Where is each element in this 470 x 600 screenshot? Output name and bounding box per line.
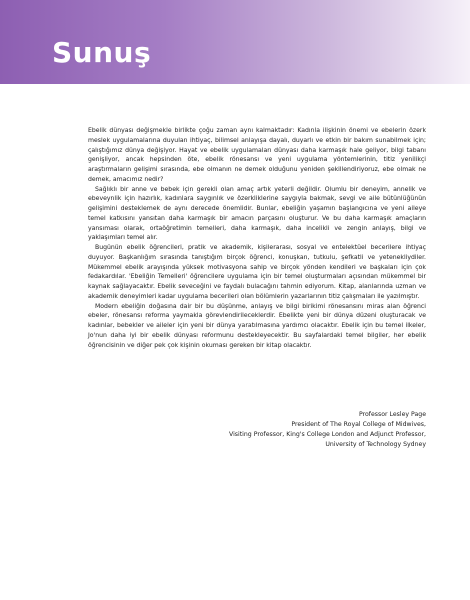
paragraph-2: Sağlıklı bir anne ve bebek için gerekli olan amaç artık yeterli değildir. Olumlu bir deneyim, annelik ve ebeveynlik için hazırlık, kadınlara saygınlık ve özerkliklerine saygıyla bakmak, sevgi ve aile bütünlüğünün gelişimini desteklemek de aynı derecede önemlidir. Bunlar, ebeliğin yaşamın başlangıcına ve yeni aileye temel katkısını yansıtan daha karmaşık bir amacın parçasını oluşturur. Ve bu daha karmaşık amaçların yansıması olarak, ortaöğretimin temelleri, daha karmaşık, daha incelikli ve zengin anlayış, bilgi ve yaklaşımları temel alır. — [88, 185, 426, 242]
signature-title-line-1: President of The Royal College of Midwives, — [291, 421, 426, 428]
paragraph-1: Ebelik dünyası değişmekle birlikte çoğu zaman aynı kalmaktadır: Kadınla ilişkinin önemi ve ebelerin özerk meslek uygulamalarına duyulan ihtiyaç, bilimsel anlayışa dayalı, duyarlı ve etkin bir bakım sunabilmek için; çalıştığımız dünya değişiyor. Hayat ve ebelik uygulamaları dünyası daha karmaşık hale geliyor, bilgi tabanı genişliyor, ancak hepsinden öte, ebelik rönesansı ve yeni uygulama yöntemlerinin, titiz yenilikçi araştırmaların gelişimi sırasında, ebe olmanın ne demek olduğunu yeniden şekillendiriyoruz, ebe olmak ne demek, amacımız nedir? — [88, 127, 426, 183]
signature-title-line-3: University of Technology Sydney — [325, 441, 426, 448]
signature-block — [126, 410, 426, 450]
paragraph-4: Modern ebeliğin doğasına dair bir bu düşünme, anlayış ve bilgi birikimi rönesansını miras alan öğrenci ebeler, rönesansı reforma yaymakla görevlendirileceklerdir. Ebelikte yeni bir dünya düzeni oluşturacak ve kadınlar, bebekler ve aileler için yeni bir dünya yaratılmasına yardımcı olacaktır. Ebelik için bu temel ilkeler, Jo'nun daha iyi bir ebelik dünyası reformunu destekleyecektir. Bu sayfalardaki temel bilgiler, her ebelik öğrencisinin ve diğer pek çok kişinin okuması gereken bir kitap olacaktır. — [88, 302, 426, 349]
signature-title-line-2: Visiting Professor, King's College London and Adjunct Professor, — [228, 431, 426, 438]
signature-name: Professor Lesley Page — [358, 411, 426, 418]
preface-body — [88, 126, 426, 350]
page-title: Sunuş — [52, 36, 152, 69]
paragraph-3: Bugünün ebelik öğrencileri, pratik ve akademik, kişilerarası, sosyal ve entelektüel becerilere ihtiyaç duyuyor. Başkanlığım sırasında tanıştığım birçok öğrenci, konuşkan, tutkulu, şefkatli ve yetenekliydiler. Mükemmel ebelik arayışında yüksek motivasyona sahip ve birçok yönden kendileri ve başkaları için çok fedakardılar. 'Ebeliğin Temelleri' öğrencilere uygulama için bir temel oluşturmaları açısından mükemmel bir kaynak sağlayacaktır. Ebelik seveceğini ve faydalı bulacağını tahmin ediyorum. Kitap, alanlarında uzman ve akademik deneyimleri kadar uygulama becerileri olan bölümlerin yazarlarının titiz çalışmaları ile yazılmıştır. — [88, 244, 426, 300]
